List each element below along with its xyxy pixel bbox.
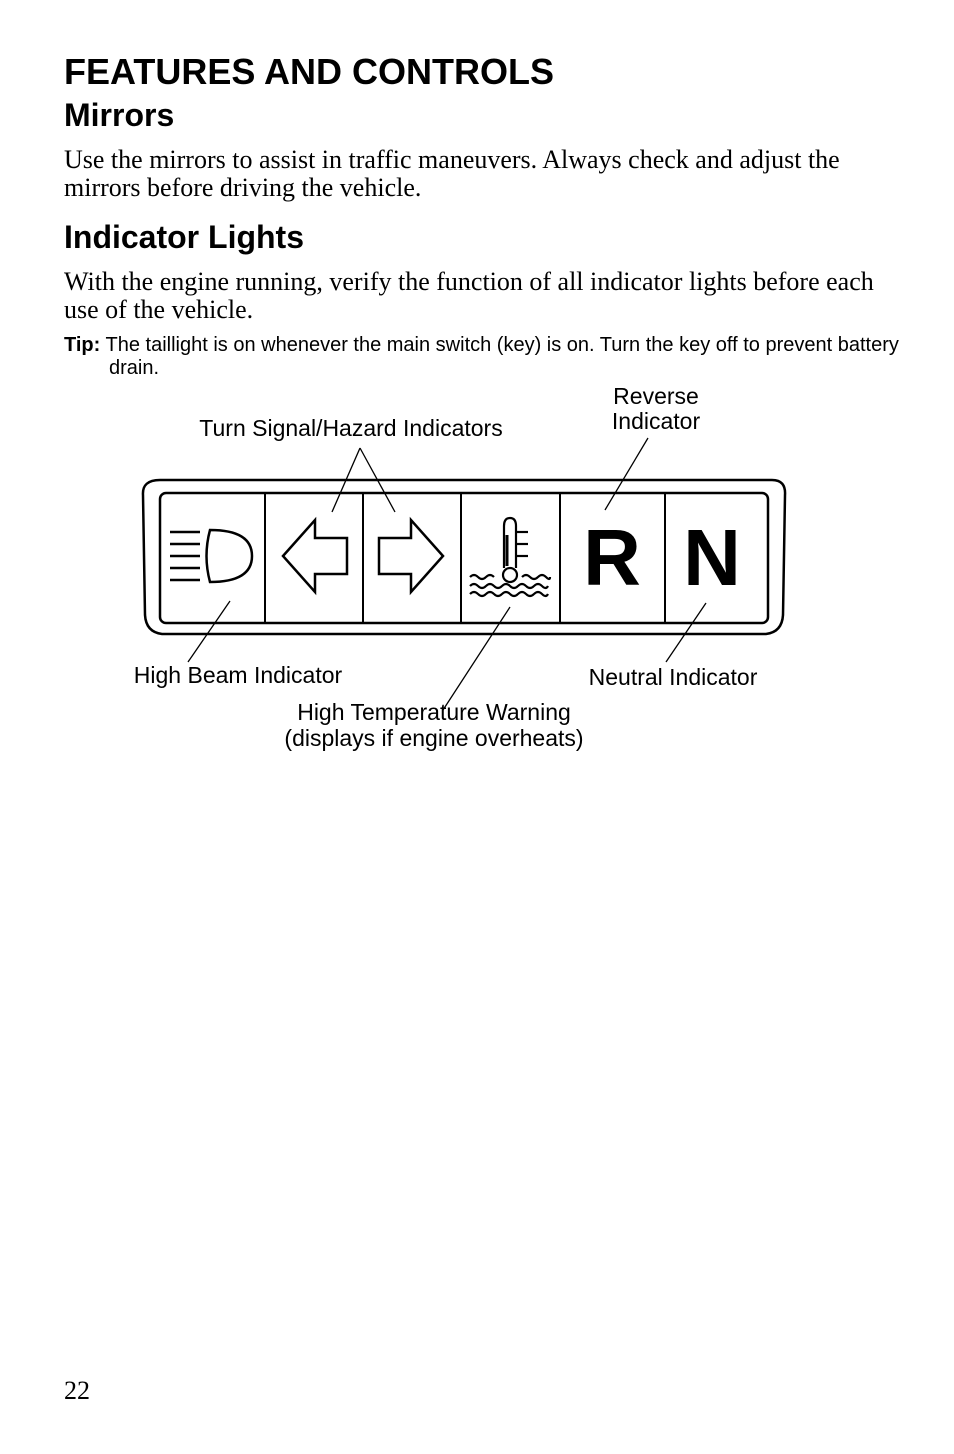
reverse-letter: R: [583, 513, 641, 602]
right-arrow-icon: [379, 520, 443, 592]
neutral-letter: N: [683, 513, 741, 602]
tip-note: [64, 334, 929, 380]
high-beam-label: High Beam Indicator: [133, 662, 343, 688]
indicator-panel-diagram: [0, 380, 954, 770]
reverse-label-line2: Indicator: [611, 408, 701, 434]
neutral-label: Neutral Indicator: [588, 664, 758, 690]
high-temp-label-line1: High Temperature Warning: [297, 699, 571, 725]
mirrors-heading: Mirrors: [64, 97, 175, 133]
indicator-lights-heading: Indicator Lights: [64, 219, 304, 255]
tip-label: Tip:: [64, 334, 101, 356]
left-arrow-icon: [283, 520, 347, 592]
reverse-label-line1: Reverse: [613, 383, 699, 409]
high-beam-icon: [170, 530, 252, 582]
page-title: FEATURES AND CONTROLS: [64, 51, 554, 92]
mirrors-paragraph: Use the mirrors to assist in traffic maneuvers. Always check and adjust the mirrors before driving the vehicle.: [64, 145, 840, 202]
tip-text: The taillight is on whenever the main switch (key) is on. Turn the key off to prevent battery drain.: [105, 334, 899, 379]
indicator-lights-paragraph: With the engine running, verify the function of all indicator lights before each use of the vehicle.: [64, 267, 874, 324]
turn-signal-label: Turn Signal/Hazard Indicators: [199, 415, 503, 441]
high-temp-label-line2: (displays if engine overheats): [284, 725, 584, 751]
temperature-icon: [470, 518, 550, 596]
page-number: 22: [64, 1376, 90, 1405]
